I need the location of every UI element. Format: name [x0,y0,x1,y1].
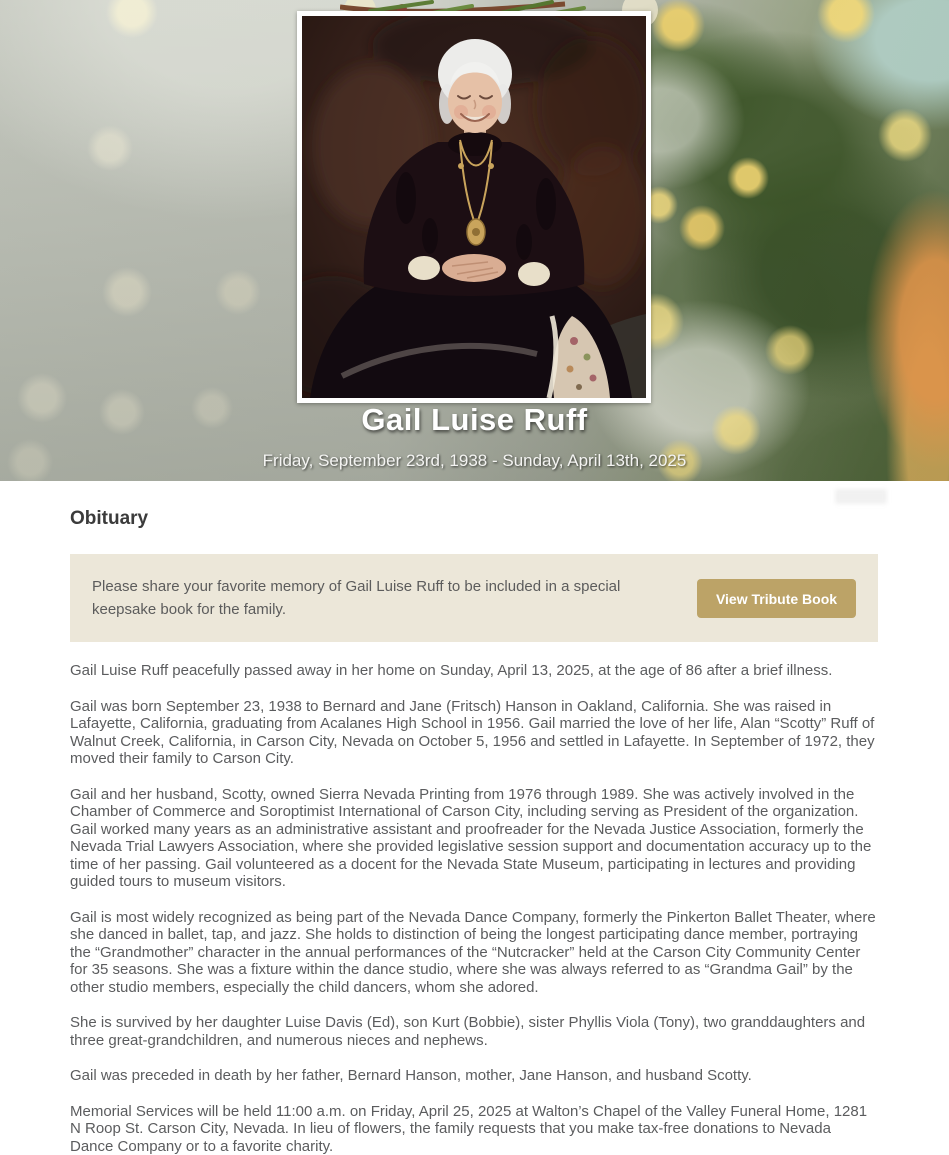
obituary-paragraph: She is survived by her daughter Luise Davis (Ed), son Kurt (Bobbie), sister Phyllis Viola (Tony), two granddaughters and three great-grandchildren, and numerous nieces and nephews. [70,1014,878,1049]
portrait-photo-frame [297,11,651,403]
obituary-paragraph: Memorial Services will be held 11:00 a.m. on Friday, April 25, 2025 at Walton’s Chapel of the Valley Funeral Home, 1281 N Roop St. Carson City, Nevada. In lieu of flowers, the family requests that you make tax-free donations to Nevada Dance Company or to a favorite charity. [70,1103,878,1155]
obituary-paragraph: Gail and her husband, Scotty, owned Sierra Nevada Printing from 1976 through 1989. She was actively involved in the Chamber of Commerce and Soroptimist International of Carson City, including serving as President of the organization. Gail worked many years as an administrative assistant and proofreader for the Nevada Justice Association, formerly the Nevada Trial Lawyers Association, where she provided legislative session support and documentation accuracy up to the time of her passing. Gail volunteered as a docent for the Nevada State Museum, participating in lectures and providing guided tours to museum visitors. [70,786,878,891]
obituary-paragraph: Gail was preceded in death by her father, Bernard Hanson, mother, Jane Hanson, and husband Scotty. [70,1067,878,1085]
obituary-paragraph: Gail was born September 23, 1938 to Bernard and Jane (Fritsch) Hanson in Oakland, California. She was raised in Lafayette, California, graduating from Acalanes High School in 1956. Gail married the love of her life, Alan “Scotty” Ruff of Walnut Creek, California, in Carson City, Nevada on October 5, 1956 and settled in Lafayette. In September of 1972, they moved their family to Carson City. [70,698,878,768]
obituary-text [70,662,878,1155]
life-dates: Friday, September 23rd, 1938 - Sunday, April 13th, 2025 [0,451,949,471]
memorial-hero-banner [0,0,949,481]
view-tribute-book-button[interactable]: View Tribute Book [697,579,856,618]
obituary-heading: Obituary [70,508,878,530]
portrait-photo [302,16,646,398]
tribute-message: Please share your favorite memory of Gail Luise Ruff to be included in a special keepsake book for the family. [92,575,672,621]
tribute-book-callout [70,554,878,642]
obituary-paragraph: Gail Luise Ruff peacefully passed away in her home on Sunday, April 13, 2025, at the age of 86 after a brief illness. [70,662,878,680]
obituary-paragraph: Gail is most widely recognized as being part of the Nevada Dance Company, formerly the Pinkerton Ballet Theater, where she danced in ballet, tap, and jazz. She holds to distinction of being the longest participating dance member, portraying the “Grandmother” character in the annual performances of the “Nutcracker” held at the Carson City Community Center for 35 seasons. She was a fixture within the dance studio, where she was always referred to as “Grandma Gail” by the other studio members, especially the child dancers, whom she adored. [70,909,878,997]
deceased-name: Gail Luise Ruff [0,402,949,438]
obituary-section [0,481,949,1155]
faint-page-artifact [835,489,887,504]
